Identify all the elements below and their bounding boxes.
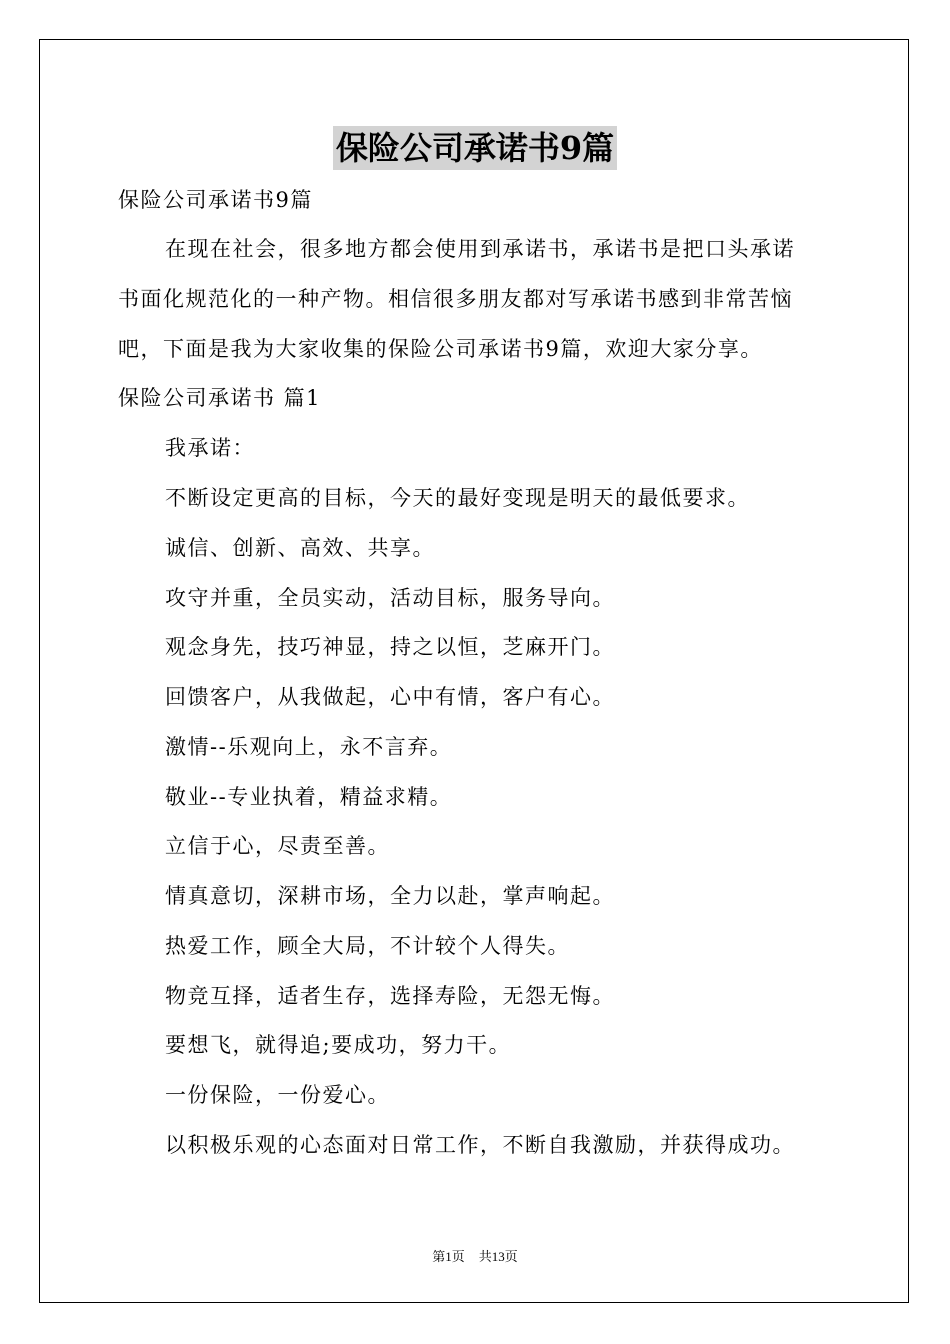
title-container <box>0 126 950 170</box>
pledge-item: 攻守并重，全员实动，活动目标，服务导向。 <box>165 586 615 610</box>
document-subtitle: 保险公司承诺书9篇 <box>118 188 313 212</box>
page-footer <box>0 1248 950 1266</box>
pledge-item: 要想飞，就得追;要成功，努力干。 <box>165 1033 512 1057</box>
pledge-lead: 我承诺： <box>165 436 255 460</box>
pledge-item: 回馈客户，从我做起，心中有情，客户有心。 <box>165 685 615 709</box>
pledge-item: 观念身先，技巧神显，持之以恒，芝麻开门。 <box>165 635 615 659</box>
intro-line-2: 书面化规范化的一种产物。相信很多朋友都对写承诺书感到非常苦恼 <box>118 287 793 311</box>
pledge-item: 物竞互择，适者生存，选择寿险，无怨无悔。 <box>165 984 615 1008</box>
pledge-item: 情真意切，深耕市场，全力以赴，掌声响起。 <box>165 884 615 908</box>
section-heading: 保险公司承诺书 篇1 <box>118 386 322 410</box>
pledge-item: 不断设定更高的目标，今天的最好变现是明天的最低要求。 <box>165 486 750 510</box>
pledge-item: 敬业--专业执着，精益求精。 <box>165 785 453 809</box>
pledge-item: 热爱工作，顾全大局，不计较个人得失。 <box>165 934 570 958</box>
page-total: 共13页 <box>478 1249 518 1264</box>
pledge-item: 诚信、创新、高效、共享。 <box>165 536 435 560</box>
pledge-item: 一份保险，一份爱心。 <box>165 1083 390 1107</box>
page-border <box>39 39 909 1303</box>
intro-line-3: 吧，下面是我为大家收集的保险公司承诺书9篇，欢迎大家分享。 <box>118 337 763 361</box>
document-title: 保险公司承诺书9篇 <box>333 126 617 170</box>
page-number: 第1页 <box>432 1249 465 1264</box>
intro-line-1: 在现在社会，很多地方都会使用到承诺书，承诺书是把口头承诺 <box>165 237 795 261</box>
pledge-item: 立信于心，尽责至善。 <box>165 834 390 858</box>
pledge-item: 激情--乐观向上，永不言弃。 <box>165 735 453 759</box>
pledge-item: 以积极乐观的心态面对日常工作，不断自我激励，并获得成功。 <box>165 1133 795 1157</box>
